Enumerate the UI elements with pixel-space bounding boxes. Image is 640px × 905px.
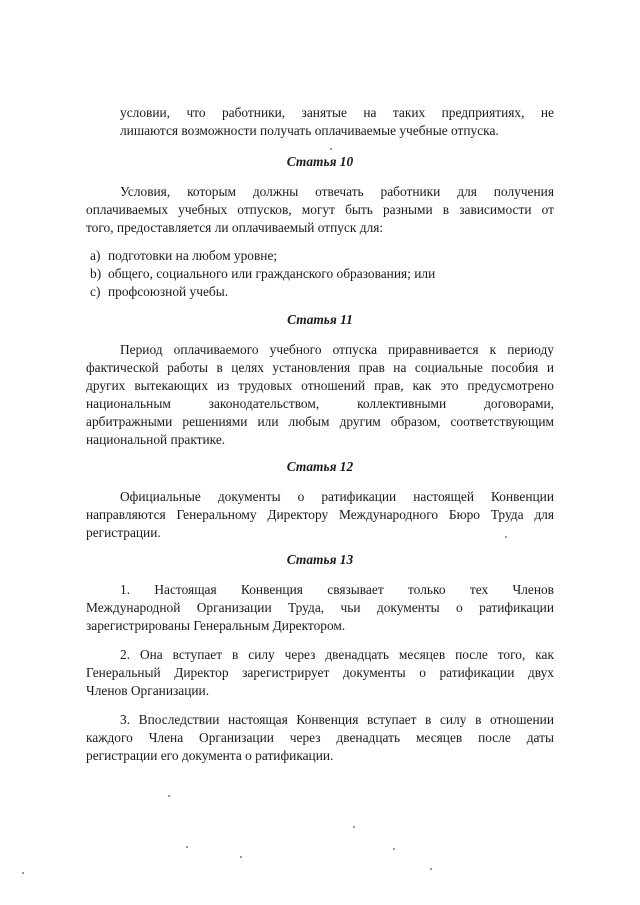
article-11-line-4: национальным законодательством, коллективными договорами,: [86, 396, 554, 411]
article-12-line-2: направляются Генеральному Директору Международного Бюро Труда для: [86, 507, 554, 522]
article-11-line-3: других вытекающих из трудовых отношений прав, как это предусмотрено: [86, 378, 554, 393]
article-11-line-5: арбитражными решениями или любым другим образом, соответствующим: [86, 414, 554, 429]
scan-speck: [240, 856, 242, 858]
article-13-p1-line-1: 1. Настоящая Конвенция связывает только тех Членов: [120, 582, 554, 597]
article-13-p3-line-3: регистрации его документа о ратификации.: [86, 748, 334, 763]
article-13-p2-line-1: 2. Она вступает в силу через двенадцать месяцев после того, как: [120, 647, 554, 662]
article-10-heading: Статья 10: [286, 154, 354, 169]
article-11-line-1: Период оплачиваемого учебного отпуска приравнивается к периоду: [120, 342, 554, 357]
article-12-line-3: регистрации.: [86, 525, 161, 540]
article-13-p2-line-2: Генеральный Директор зарегистрирует документы о ратификации двух: [86, 665, 554, 680]
intro-line-2: лишаются возможности получать оплачиваемые учебные отпуска.: [120, 123, 499, 138]
article-11-line-2: фактической работы в целях установления прав на социальные пособия и: [86, 360, 554, 375]
article-10-line-3: того, предоставляется ли оплачиваемый отпуск для:: [86, 220, 384, 235]
scan-speck: [22, 872, 24, 874]
scan-speck: [505, 536, 507, 538]
list-item-c-marker: c): [90, 284, 101, 299]
scan-speck: [168, 795, 170, 797]
article-12-line-1: Официальные документы о ратификации настоящей Конвенции: [120, 489, 554, 504]
article-10-line-2: оплачиваемых учебных отпусков, могут быть разными в зависимости от: [86, 202, 554, 217]
article-13-heading: Статья 13: [286, 552, 354, 567]
scan-speck: [353, 826, 355, 828]
scan-speck: [186, 846, 188, 848]
article-13-p3-line-1: 3. Впоследствии настоящая Конвенция вступает в силу в отношении: [120, 712, 554, 727]
article-10-line-1: Условия, которым должны отвечать работники для получения: [120, 184, 554, 199]
article-13-p1-line-3: зарегистрированы Генеральным Директором.: [86, 618, 346, 633]
scan-speck: [430, 868, 432, 870]
list-item-a-marker: a): [90, 248, 101, 263]
article-12-heading: Статья 12: [286, 459, 354, 474]
article-11-line-6: национальной практике.: [86, 432, 226, 447]
article-13-p2-line-3: Членов Организации.: [86, 683, 210, 698]
article-13-p3-line-2: каждого Члена Организации через двенадцать месяцев после даты: [86, 730, 554, 745]
intro-line-1: условии, что работники, занятые на таких предприятиях, не: [120, 105, 554, 120]
list-item-b-marker: b): [90, 266, 102, 281]
list-item-b-text: общего, социального или гражданского образования; или: [108, 266, 436, 281]
article-13-p1-line-2: Международной Организации Труда, чьи документы о ратификации: [86, 600, 554, 615]
scan-speck: [330, 148, 332, 150]
article-11-heading: Статья 11: [287, 312, 353, 327]
list-item-c-text: профсоюзной учебы.: [108, 284, 229, 299]
scan-speck: [393, 848, 395, 850]
list-item-a-text: подготовки на любом уровне;: [108, 248, 278, 263]
